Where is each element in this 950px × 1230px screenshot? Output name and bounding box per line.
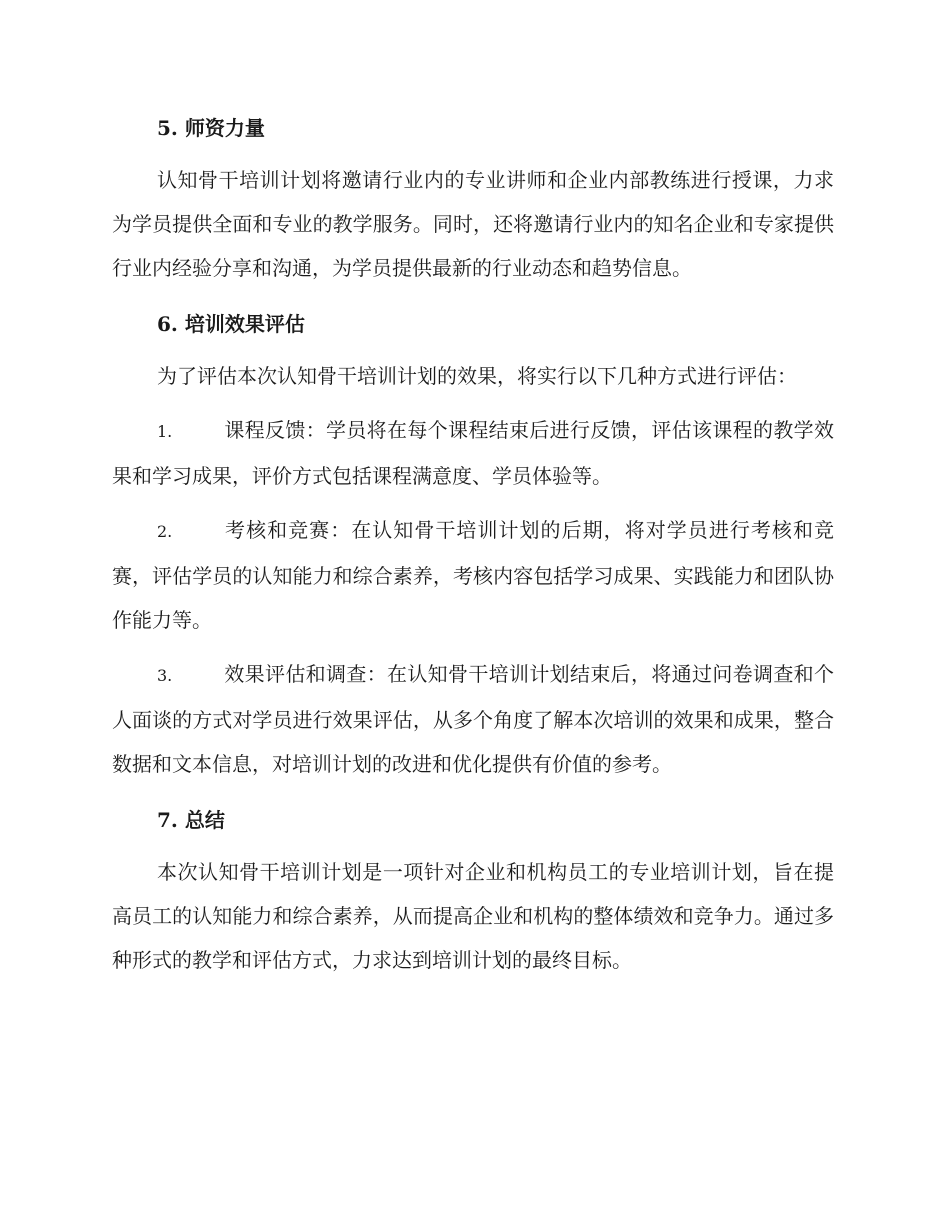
section-heading-evaluation: 6. 培训效果评估 [157,312,305,336]
list-item-text: 考核和竞赛：在认知骨干培训计划的后期，将对学员进行考核和竞赛，评估学员的认知能力和综合素养，考核内容包括学习成果、实践能力和团队协作能力等。 [112,518,834,632]
list-item-number: 1. [157,422,173,441]
paragraph-teachers: 认知骨干培训计划将邀请行业内的专业讲师和企业内部教练进行授课，力求为学员提供全面和专业的教学服务。同时，还将邀请行业内的知名企业和专家提供行业内经验分享和沟通，为学员提供最新的行业动态和趋势信息。 [112,168,834,280]
list-item [112,652,834,786]
list-item-number: 3. [157,666,173,685]
list-item-text: 效果评估和调查：在认知骨干培训计划结束后，将通过问卷调查和个人面谈的方式对学员进行效果评估，从多个角度了解本次培训的效果和成果，整合数据和文本信息，对培训计划的改进和优化提供有价值的参考。 [112,662,834,776]
paragraph-evaluation-intro: 为了评估本次认知骨干培训计划的效果，将实行以下几种方式进行评估： [157,364,797,388]
list-item [112,408,834,498]
list-item [112,508,834,642]
list-item-number: 2. [157,522,173,541]
document-body [112,108,834,982]
list-item-text: 课程反馈：学员将在每个课程结束后进行反馈，评估该课程的教学效果和学习成果，评价方式包括课程满意度、学员体验等。 [112,418,834,488]
paragraph-summary: 本次认知骨干培训计划是一项针对企业和机构员工的专业培训计划，旨在提高员工的认知能力和综合素养，从而提高企业和机构的整体绩效和竞争力。通过多种形式的教学和评估方式，力求达到培训计划的最终目标。 [112,860,834,972]
section-heading-teachers: 5. 师资力量 [157,116,265,140]
section-heading-summary: 7. 总结 [157,808,225,832]
